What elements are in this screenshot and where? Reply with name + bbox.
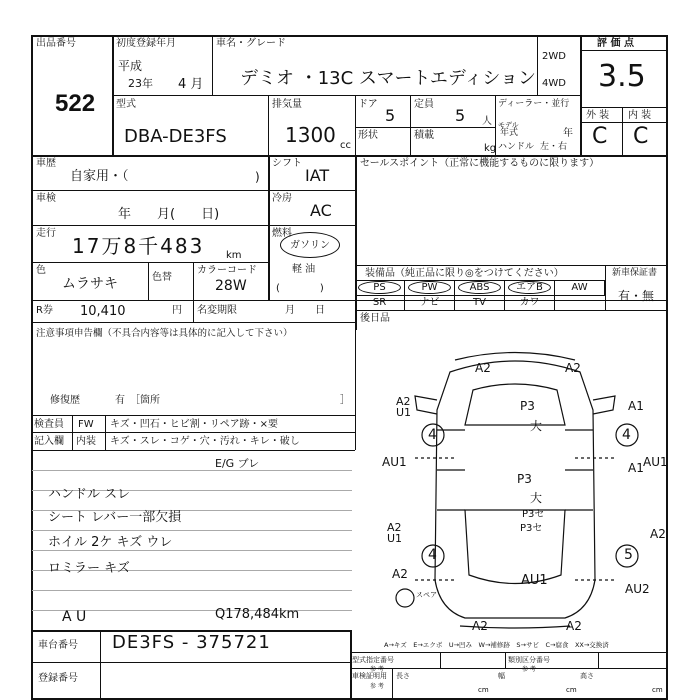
displacement-unit: cc	[340, 140, 351, 151]
damage-mark: AU1	[521, 573, 548, 588]
history-label: 車歴	[36, 158, 56, 169]
fw-label: FW	[78, 419, 94, 430]
4wd-label: 4WD	[542, 78, 566, 89]
fw-items: キズ・凹石・ヒビ割・リペア跡・×要	[110, 419, 278, 430]
ac-value: AC	[310, 201, 332, 220]
damage-legend: A→キズ E→エクボ U→凹み W→補修跡 S→サビ C→腐食 XX→交換済	[384, 641, 609, 649]
fuel-diesel: 軽 油	[292, 264, 316, 275]
name-change-label: 名変期限	[197, 305, 237, 316]
equipment-row-1	[355, 280, 605, 295]
registration-month: 4 月	[178, 77, 204, 92]
damage-mark: A2 U1	[387, 521, 403, 545]
repair-history-label: 修復歴	[50, 395, 80, 406]
interior-label: 内 装	[628, 110, 652, 121]
wheel-mark: 5	[624, 547, 633, 563]
capacity-unit: 人	[482, 116, 492, 127]
exterior-grade: C	[592, 124, 608, 149]
equipment-item: ナビ	[405, 295, 455, 310]
damage-mark: AU2	[625, 582, 650, 596]
damage-mark: P3セ	[522, 509, 545, 520]
doors-value: 5	[385, 106, 396, 125]
dealer-label: ディーラー・並行	[498, 99, 570, 109]
damage-mark: A2	[566, 619, 582, 633]
doors-label: ドア	[358, 99, 378, 110]
wheel-mark: 4	[622, 427, 631, 443]
shift-value: IAT	[305, 166, 330, 185]
damage-mark: 大	[530, 419, 543, 433]
damage-mark: A2	[475, 361, 491, 375]
note-wheel: ホイル 2ケ キズ ウレ	[48, 535, 173, 550]
equipment-item: PS	[355, 280, 405, 295]
note-handle: ハンドル スレ	[48, 487, 131, 502]
equipment-circle	[458, 281, 501, 294]
equipment-circle	[358, 281, 401, 294]
warranty-value: 有・無	[618, 289, 655, 303]
warranty-label: 新車保証書	[612, 268, 658, 278]
category-label: 類別区分番号	[508, 656, 550, 664]
damage-mark: A2	[650, 527, 666, 541]
equipment-title: 装備品（純正品に限り◎をつけてください）	[365, 268, 564, 279]
equipment-row-2	[355, 295, 605, 310]
car-name-label: 車名・グレード	[216, 38, 286, 49]
interior-grade: C	[633, 124, 649, 149]
damage-mark: AU1	[643, 455, 668, 469]
type-designation-ref: 参 考	[370, 666, 384, 673]
color-code-value: 28W	[215, 278, 247, 294]
spare-label: スペア	[416, 591, 437, 599]
fuel-gasoline: ガソリン	[290, 240, 330, 251]
fuel-label: 燃料	[272, 228, 292, 239]
recycle-unit: 円	[172, 305, 182, 316]
handle-options: 左・右	[540, 142, 568, 152]
chassis-number: DE3FS - 375721	[112, 632, 271, 653]
handle-label: ハンドル	[498, 142, 535, 152]
notes-title: 注意事項申告欄（不具合内容等は具体的に記入して下さい）	[36, 328, 293, 339]
category-ref: 参 考	[522, 666, 536, 673]
vehicle-cert-label: 車検証明用	[352, 672, 387, 680]
damage-mark: A2 U1	[396, 395, 412, 419]
inspection-value: 年 月( 日)	[118, 207, 220, 222]
repair-history-close: ］	[340, 395, 350, 406]
score-label: 評 価 点	[597, 38, 634, 49]
damage-mark: P3	[520, 399, 535, 413]
model-year-label-top: モデル	[498, 121, 519, 129]
load-label: 積載	[414, 130, 434, 141]
equipment-item: SR	[355, 295, 405, 310]
damage-mark: A1	[628, 399, 644, 413]
note-mirror: ロミラー キズ	[48, 561, 130, 576]
interior-check-items: キズ・スレ・コゲ・穴・汚れ・キレ・破し	[110, 436, 300, 447]
damage-mark: P3	[517, 472, 532, 486]
model-year-label: 年式	[500, 128, 519, 138]
type-designation-label: 型式指定番号	[352, 656, 394, 664]
width-label: 幅	[498, 672, 505, 680]
mileage-unit: km	[226, 250, 242, 261]
rear-items-label: 後日品	[360, 313, 390, 324]
capacity-label: 定員	[414, 99, 434, 110]
mileage-value: 17万8千483	[72, 234, 205, 258]
equipment-item: ABS	[455, 280, 505, 295]
2wd-label: 2WD	[542, 51, 566, 62]
color-code-label: カラーコード	[197, 265, 257, 276]
wheel-mark: 4	[428, 427, 437, 443]
load-unit: kg	[484, 143, 497, 154]
note-au: A U	[62, 609, 87, 625]
equipment-item: カワ	[505, 295, 555, 310]
capacity-value: 5	[455, 106, 466, 125]
damage-mark: A2	[472, 619, 488, 633]
era-value: 平成	[118, 59, 143, 73]
registration-year: 23年	[128, 77, 153, 90]
damage-mark: A2	[392, 567, 408, 581]
evaluation-score: 3.5	[598, 59, 646, 94]
equipment-item: エアB	[505, 280, 555, 295]
shift-label: シフト	[272, 158, 302, 169]
fuel-other: ( )	[276, 283, 324, 294]
equipment-item: TV	[455, 295, 505, 310]
exterior-label: 外 装	[586, 110, 610, 121]
recycle-label: R券	[36, 305, 53, 316]
color-change-label: 色替	[152, 272, 172, 283]
length-label: 長さ	[396, 672, 410, 680]
equipment-item: AW	[555, 280, 605, 295]
lot-number-label: 出品番号	[36, 38, 76, 49]
mileage-label: 走行	[36, 228, 56, 239]
inspector-label: 検査員	[34, 419, 64, 430]
entry-label: 記入欄	[34, 436, 64, 447]
selling-points-title: セールスポイント（正常に機能するものに限ります）	[360, 158, 600, 169]
interior-check-label: 内装	[76, 436, 96, 447]
damage-mark: AU1	[382, 455, 407, 469]
equipment-circle	[508, 281, 551, 294]
lot-number: 522	[55, 90, 96, 117]
length-unit: cm	[478, 686, 489, 694]
recycle-value: 10,410	[80, 304, 126, 319]
equipment-circle	[408, 281, 451, 294]
width-unit: cm	[566, 686, 577, 694]
height-label: 高さ	[580, 672, 594, 680]
shape-label: 形状	[358, 130, 378, 141]
model-label: 型式	[116, 99, 136, 110]
displacement-label: 排気量	[272, 99, 302, 110]
name-change-date: 月 日	[285, 305, 325, 316]
model-year-unit: 年	[563, 128, 573, 139]
color-value: ムラサキ	[62, 276, 118, 292]
inspection-label: 車検	[36, 193, 56, 204]
history-close: )	[255, 170, 260, 184]
damage-mark: A1	[628, 461, 644, 475]
note-seat: シート レバー一部欠損	[48, 510, 182, 525]
car-damage-diagram	[355, 330, 668, 633]
chassis-label: 車台番号	[38, 640, 78, 651]
color-label: 色	[36, 265, 46, 276]
registration-label: 登録番号	[38, 673, 78, 684]
car-name: デミオ ・13C スマートエディション	[240, 68, 537, 89]
note-engine: E/G ブレ	[215, 457, 260, 470]
damage-mark: 大	[530, 491, 543, 505]
first-registration-label: 初度登録年月	[116, 38, 176, 49]
history-value: 自家用・（	[70, 169, 129, 184]
model-value: DBA-DE3FS	[124, 126, 227, 147]
vehicle-cert-ref: 参 考	[370, 683, 384, 690]
repair-history-value: 有 ［箇所	[115, 395, 160, 406]
equipment-item: PW	[405, 280, 455, 295]
ac-label: 冷房	[272, 193, 292, 204]
wheel-mark: 4	[428, 547, 437, 563]
damage-mark: P3セ	[520, 523, 543, 534]
damage-mark: A2	[565, 361, 581, 375]
displacement-value: 1300	[285, 123, 336, 147]
note-odometer: Q178,484km	[215, 607, 300, 622]
height-unit: cm	[652, 686, 663, 694]
